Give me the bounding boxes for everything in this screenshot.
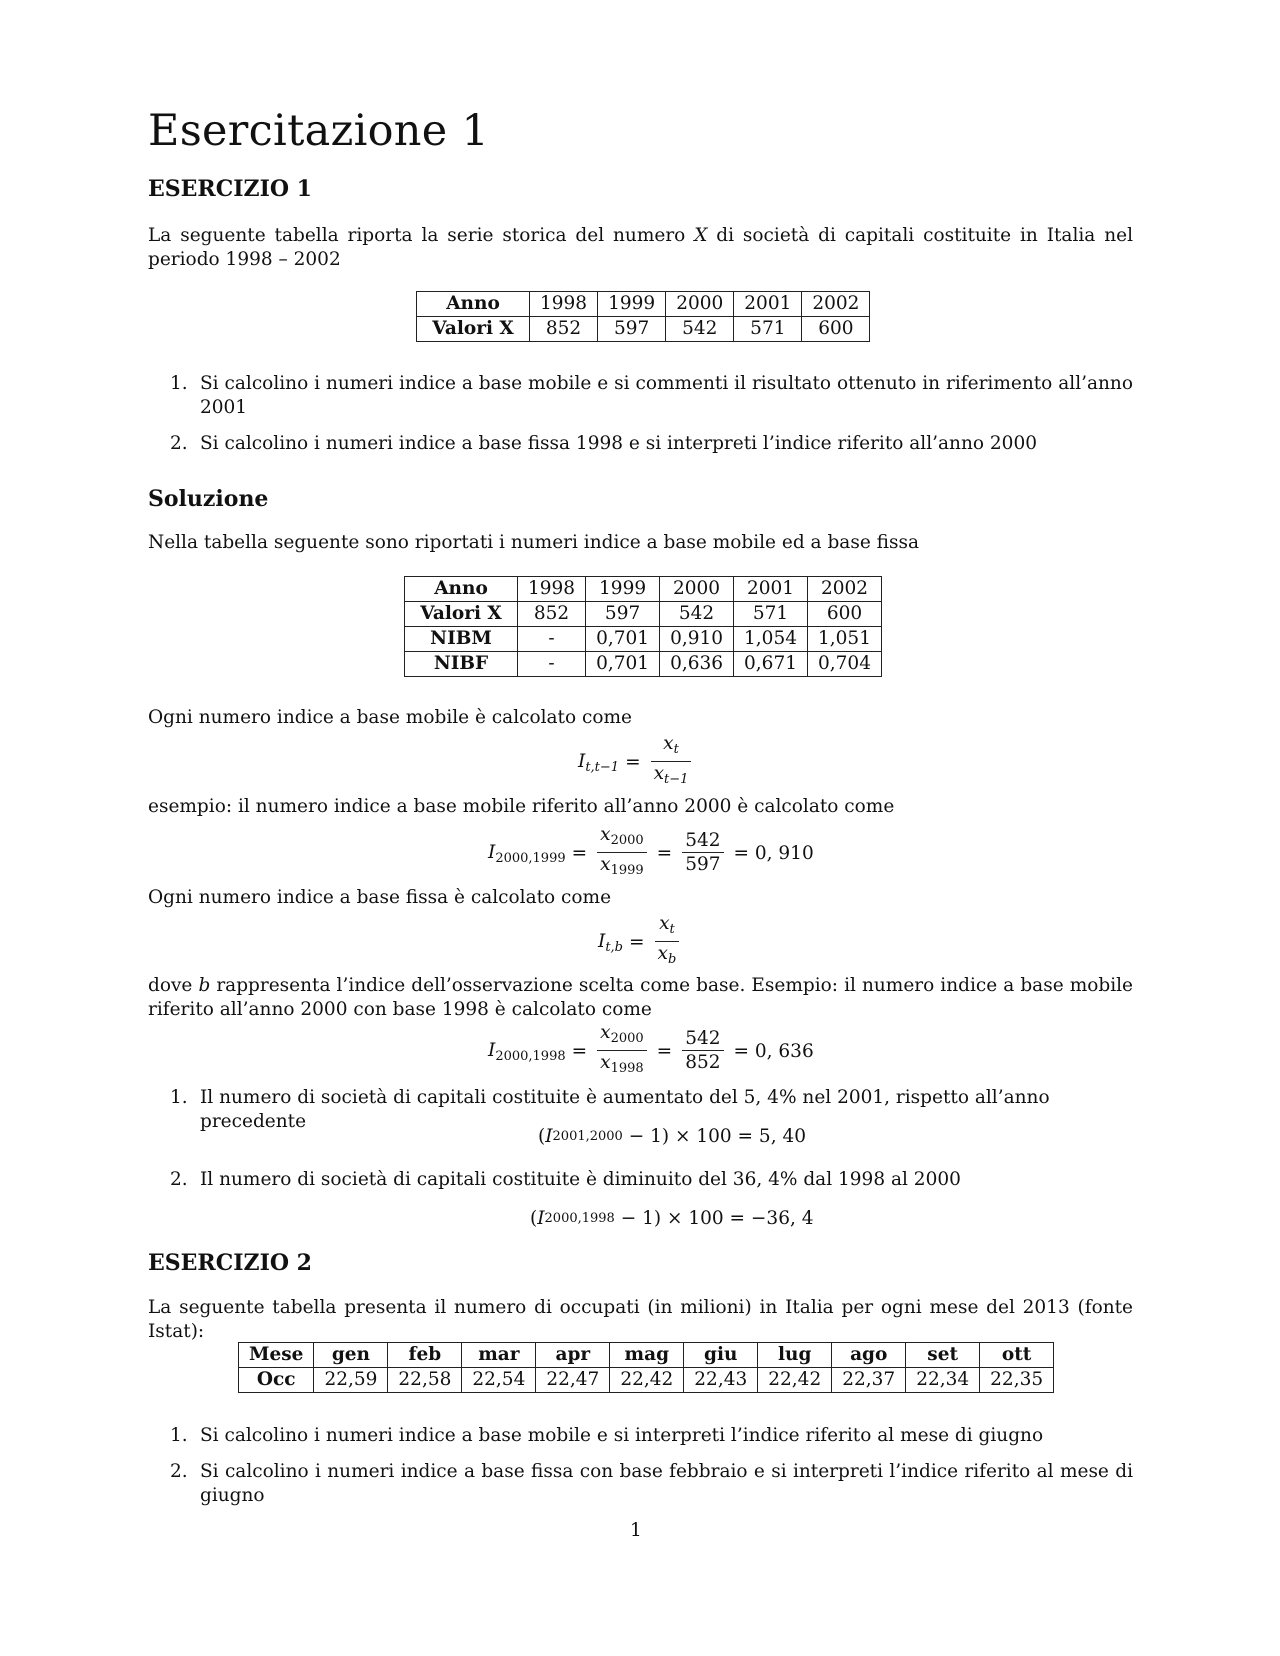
table-cell: 597 xyxy=(598,317,666,342)
table-cell: 2001 xyxy=(734,292,802,317)
table-cell: 22,59 xyxy=(314,1368,388,1393)
solution-answers xyxy=(148,1086,1133,1132)
list-item: 1. Il numero di società di capitali costituite è aumentato del 5, 4% nel 2001, rispetto all’anno precedente xyxy=(170,1087,1050,1132)
table-cell: - xyxy=(518,652,586,677)
list-item: 1. Si calcolino i numeri indice a base mobile e si commenti il risultato ottenuto in riferimento all’anno 2001 xyxy=(170,373,1133,418)
table-header-cell: Valori X xyxy=(405,602,518,627)
table-header-cell: ott xyxy=(980,1343,1054,1368)
table-header-cell: Valori X xyxy=(417,317,530,342)
table-cell: 600 xyxy=(808,602,882,627)
table-cell: 0,636 xyxy=(660,652,734,677)
mobile-index-example: esempio: il numero indice a base mobile riferito all’anno 2000 è calcolato come xyxy=(148,796,895,817)
table-cell: 571 xyxy=(734,317,802,342)
table-row xyxy=(405,627,882,652)
table-row xyxy=(405,577,882,602)
table-cell: 542 xyxy=(660,602,734,627)
list-item: 2. Il numero di società di capitali costituite è diminuito del 36, 4% dal 1998 al 2000 xyxy=(170,1169,961,1190)
solution-table xyxy=(404,576,882,677)
table-header-cell: Anno xyxy=(417,292,530,317)
table-header-cell: Anno xyxy=(405,577,518,602)
fixed-index-explanation: dove b rappresenta l’indice dell’osservazione scelta come base. Esempio: il numero indice a base mobile riferito all’anno 2000 con base 1998 è calcolato come xyxy=(148,975,1133,1020)
table-header-cell: NIBM xyxy=(405,627,518,652)
formula-example-2000-1999: $I_{2000,1999}$ = $\frac{x_{2000}}{x_{1999}}$ = $\frac{542}{597}$ = 0, 910 xyxy=(488,824,820,883)
table-header-cell: NIBF xyxy=(405,652,518,677)
table-cell: 22,43 xyxy=(684,1368,758,1393)
table-cell: 571 xyxy=(734,602,808,627)
table-cell: - xyxy=(518,627,586,652)
page-number: 1 xyxy=(630,1520,642,1541)
table-cell: 0,701 xyxy=(586,627,660,652)
fixed-index-text: Ogni numero indice a base fissa è calcolato come xyxy=(148,887,612,908)
table-row xyxy=(239,1368,1054,1393)
page-title: Esercitazione 1 xyxy=(148,106,490,156)
table-header-cell: lug xyxy=(758,1343,832,1368)
table-cell: 0,701 xyxy=(586,652,660,677)
table-cell: 22,42 xyxy=(758,1368,832,1393)
formula-mobile-index: $I_{t,t-1}$ = $\frac{x_t}{x_{t-1}}$ xyxy=(578,733,695,792)
table-cell: 2000 xyxy=(660,577,734,602)
table-cell: 22,58 xyxy=(388,1368,462,1393)
table-cell: 1,051 xyxy=(808,627,882,652)
table-cell: 1998 xyxy=(530,292,598,317)
list-item: 2. Si calcolino i numeri indice a base fissa 1998 e si interpreti l’indice riferito all’anno 2000 xyxy=(170,433,1037,454)
table-cell: 1999 xyxy=(586,577,660,602)
table-cell: 0,671 xyxy=(734,652,808,677)
table-row xyxy=(239,1343,1054,1368)
table-cell: 22,37 xyxy=(832,1368,906,1393)
table-cell: 0,704 xyxy=(808,652,882,677)
table-cell: 542 xyxy=(666,317,734,342)
table-row xyxy=(417,292,870,317)
table-cell: 597 xyxy=(586,602,660,627)
exercise-2-questions xyxy=(148,1424,1133,1520)
table-cell: 852 xyxy=(518,602,586,627)
table-cell: 1999 xyxy=(598,292,666,317)
table-header-cell: ago xyxy=(832,1343,906,1368)
list-item: 1. Si calcolino i numeri indice a base mobile e si interpreti l’indice riferito al mese di giugno xyxy=(170,1425,1044,1446)
exercise-2-heading: ESERCIZIO 2 xyxy=(148,1250,312,1276)
list-item: 2. Si calcolino i numeri indice a base fissa con base febbraio e si interpreti l’indice riferito al mese di giugno xyxy=(170,1461,1133,1506)
table-header-cell: set xyxy=(906,1343,980,1368)
exercise-1-heading: ESERCIZIO 1 xyxy=(148,176,312,202)
exercise-2-intro: La seguente tabella presenta il numero di occupati (in milioni) in Italia per ogni mese del 2013 (fonte Istat): xyxy=(148,1297,1133,1342)
table-cell: 2001 xyxy=(734,577,808,602)
table-cell: 852 xyxy=(530,317,598,342)
table-cell: 1,054 xyxy=(734,627,808,652)
formula-example-2000-1998: $I_{2000,1998}$ = $\frac{x_{2000}}{x_{1998}}$ = $\frac{542}{852}$ = 0, 636 xyxy=(488,1022,820,1081)
table-cell: 22,54 xyxy=(462,1368,536,1393)
table-header-cell: mar xyxy=(462,1343,536,1368)
exercise-2-table xyxy=(238,1342,1054,1393)
table-cell: 1998 xyxy=(518,577,586,602)
table-cell: 2002 xyxy=(802,292,870,317)
table-header-cell: Mese xyxy=(239,1343,314,1368)
mobile-index-text: Ogni numero indice a base mobile è calcolato come xyxy=(148,707,632,728)
formula-fixed-index: $I_{t,b}$ = $\frac{x_t}{x_b}$ xyxy=(598,913,683,972)
table-cell: 22,35 xyxy=(980,1368,1054,1393)
exercise-1-table xyxy=(416,291,870,342)
table-cell: 0,910 xyxy=(660,627,734,652)
table-cell: 22,34 xyxy=(906,1368,980,1393)
table-header-cell: feb xyxy=(388,1343,462,1368)
exercise-1-questions xyxy=(148,372,1133,468)
table-cell: 22,42 xyxy=(610,1368,684,1393)
solution-answers-2 xyxy=(148,1168,1133,1192)
table-header-cell: gen xyxy=(314,1343,388,1368)
solution-intro: Nella tabella seguente sono riportati i numeri indice a base mobile ed a base fissa xyxy=(148,532,920,553)
table-header-cell: giu xyxy=(684,1343,758,1368)
table-header-cell: Occ xyxy=(239,1368,314,1393)
table-cell: 2000 xyxy=(666,292,734,317)
answer-2-formula: ( I 2000,1998 − 1) × 100 = −36, 4 xyxy=(530,1208,814,1229)
answer-1-formula: ( I 2001,2000 − 1) × 100 = 5, 40 xyxy=(538,1126,807,1147)
table-row xyxy=(405,652,882,677)
table-header-cell: apr xyxy=(536,1343,610,1368)
table-cell: 2002 xyxy=(808,577,882,602)
solution-heading: Soluzione xyxy=(148,486,269,512)
table-header-cell: mag xyxy=(610,1343,684,1368)
table-row xyxy=(417,317,870,342)
table-row xyxy=(405,602,882,627)
table-cell: 22,47 xyxy=(536,1368,610,1393)
table-cell: 600 xyxy=(802,317,870,342)
exercise-1-intro: La seguente tabella riporta la serie storica del numero X di società di capitali costituite in Italia nel periodo 1998 – 2002 xyxy=(148,225,1133,270)
